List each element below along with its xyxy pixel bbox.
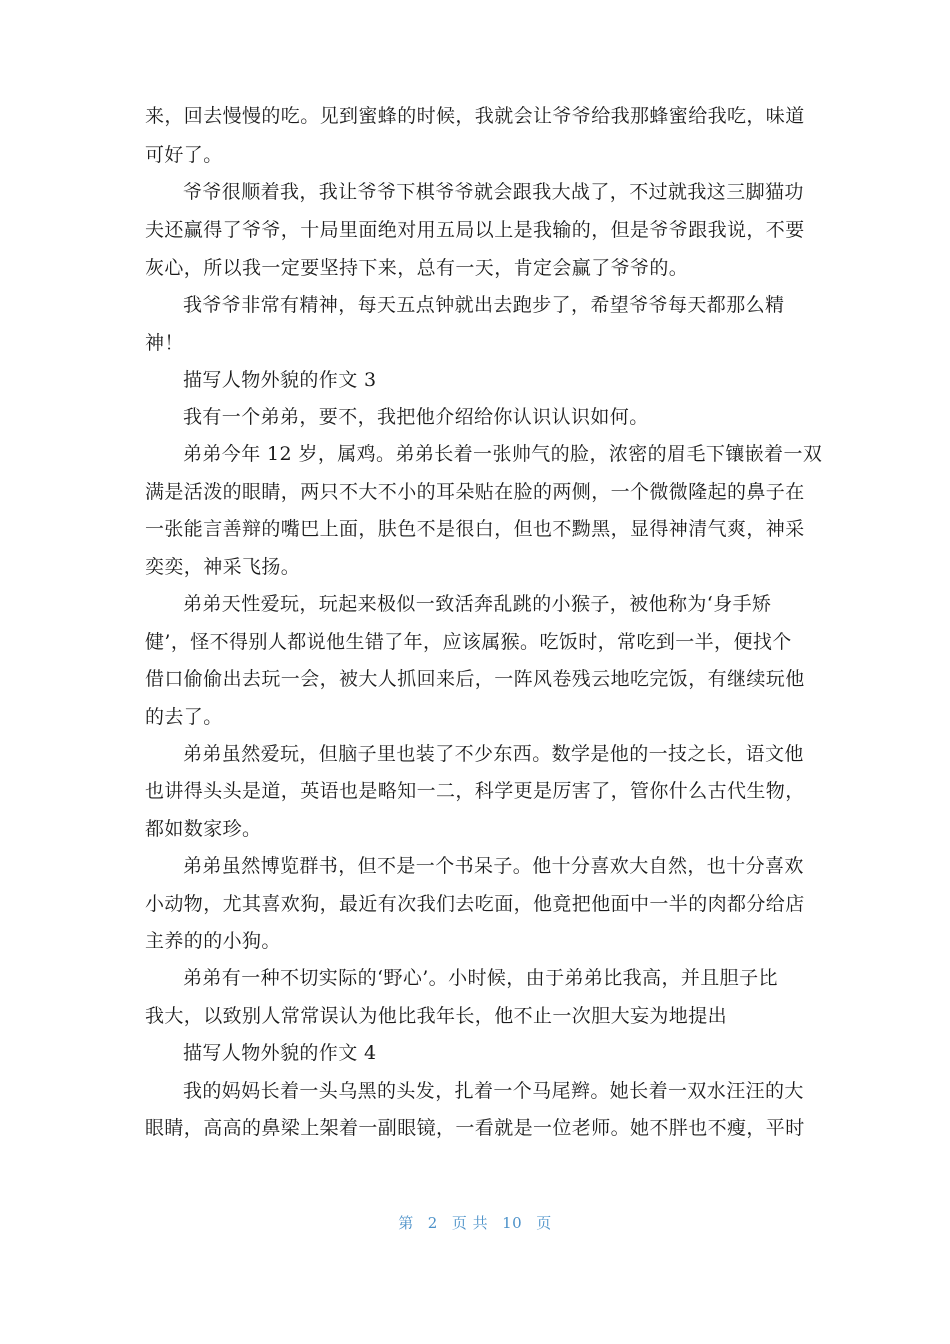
section-heading: 描写人物外貌的作文 4	[183, 1042, 377, 1064]
page-footer	[0, 1212, 950, 1233]
text-line: 弟弟天性爱玩，玩起来极似一致活奔乱跳的小猴子，被他称为‘身手矫	[183, 593, 772, 615]
text-line: 一张能言善辩的嘴巴上面，肤色不是很白，但也不黝黑，显得神清气爽，神采	[145, 518, 805, 540]
text-line: 夫还赢得了爷爷，十局里面绝对用五局以上是我输的，但是爷爷跟我说，不要	[145, 219, 805, 241]
text-line: 也讲得头头是道，英语也是略知一二，科学更是厉害了，管你什么古代生物，	[145, 780, 805, 802]
text-line: 弟弟今年 12 岁，属鸡。弟弟长着一张帅气的脸，浓密的眉毛下镶嵌着一双	[183, 443, 823, 465]
text-line: 来，回去慢慢的吃。见到蜜蜂的时候，我就会让爷爷给我那蜂蜜给我吃，味道	[145, 105, 805, 127]
text-line: 我大，以致别人常常误认为他比我年长，他不止一次胆大妄为地提出	[145, 1005, 728, 1027]
text-line: 健’，怪不得别人都说他生错了年，应该属猴。吃饭时，常吃到一半，便找个	[145, 631, 792, 653]
text-line: 爷爷很顺着我，我让爷爷下棋爷爷就会跟我大战了，不过就我这三脚猫功	[183, 181, 804, 203]
current-page-number: 2	[427, 1214, 438, 1232]
text-line: 可好了。	[145, 144, 223, 166]
text-line: 借口偷偷出去玩一会，被大人抓回来后，一阵风卷残云地吃完饭，有继续玩他	[145, 668, 805, 690]
text-line: 小动物，尤其喜欢狗，最近有次我们去吃面，他竟把他面中一半的肉都分给店	[145, 893, 805, 915]
text-line: 我爷爷非常有精神，每天五点钟就出去跑步了，希望爷爷每天都那么精	[183, 294, 785, 316]
text-line: 眼睛，高高的鼻梁上架着一副眼镜，一看就是一位老师。她不胖也不瘦，平时	[145, 1117, 805, 1139]
text-line: 的去了。	[145, 706, 223, 728]
text-line: 弟弟有一种不切实际的‘野心’。小时候，由于弟弟比我高，并且胆子比	[183, 967, 778, 989]
page-label-middle: 页 共	[451, 1214, 489, 1232]
page-label-prefix: 第	[398, 1214, 414, 1232]
text-line: 神！	[145, 332, 184, 354]
text-line: 都如数家珍。	[145, 818, 262, 840]
text-line: 主养的的小狗。	[145, 930, 281, 952]
text-line: 满是活泼的眼睛，两只不大不小的耳朵贴在脸的两侧，一个微微隆起的鼻子在	[145, 481, 805, 503]
text-line: 弟弟虽然爱玩，但脑子里也装了不少东西。数学是他的一技之长，语文他	[183, 743, 804, 765]
total-pages-number: 10	[502, 1214, 523, 1232]
text-line: 我有一个弟弟，要不，我把他介绍给你认识认识如何。	[183, 406, 649, 428]
text-line: 奕奕，神采飞扬。	[145, 556, 301, 578]
section-heading: 描写人物外貌的作文 3	[183, 369, 377, 391]
text-line: 灰心，所以我一定要坚持下来，总有一天，肯定会赢了爷爷的。	[145, 257, 689, 279]
page-label-suffix: 页	[536, 1214, 552, 1232]
text-line: 弟弟虽然博览群书，但不是一个书呆子。他十分喜欢大自然，也十分喜欢	[183, 855, 804, 877]
text-line: 我的妈妈长着一头乌黑的头发，扎着一个马尾辫。她长着一双水汪汪的大	[183, 1080, 804, 1102]
